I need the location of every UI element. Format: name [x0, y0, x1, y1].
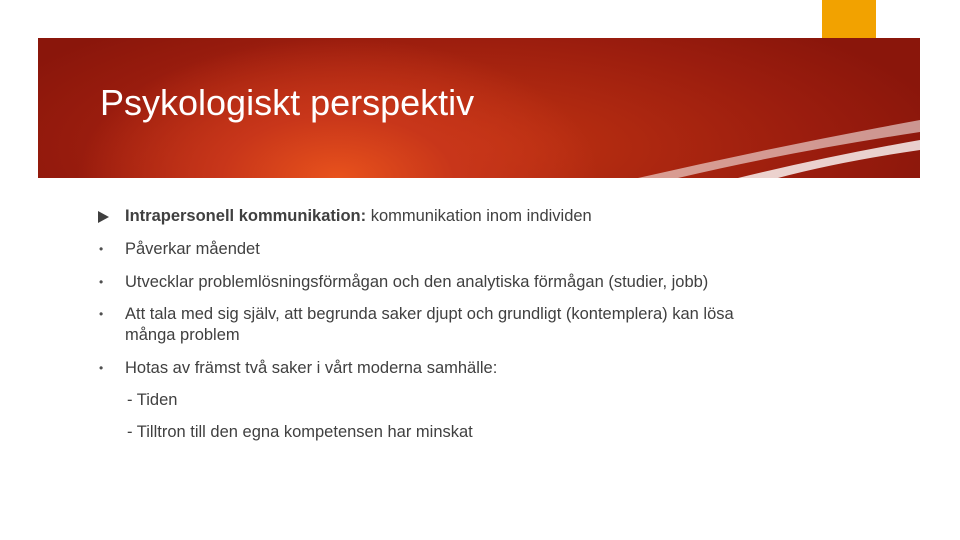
- sub-item-text: - Tilltron till den egna kompetensen har minskat: [127, 423, 473, 441]
- slide-content: [96, 206, 796, 443]
- diamond-bullet-icon: [98, 211, 109, 223]
- list-item: [96, 272, 796, 293]
- bullet-dot-icon: •: [99, 307, 104, 321]
- list-item-text: Utvecklar problemlösningsförmågan och den analytiska förmågan (studier, jobb): [125, 273, 709, 291]
- sub-item: [96, 390, 796, 411]
- lead-bullet: [96, 206, 796, 227]
- bullet-dot-icon: •: [99, 275, 104, 289]
- slide-title: Psykologiskt perspektiv: [100, 82, 475, 123]
- bullet-dot-icon: •: [99, 242, 104, 256]
- lead-bullet-text: kommunikation inom individen: [366, 207, 592, 225]
- lead-bullet-term: Intrapersonell kommunikation:: [125, 207, 367, 225]
- sub-item-text: - Tiden: [127, 391, 178, 409]
- list-item-text: Att tala med sig själv, att begrunda saker djupt och grundligt (kontemplera) kan lösa många problem: [125, 305, 734, 344]
- list-item: [96, 239, 796, 260]
- list-item-text: Påverkar måendet: [125, 240, 260, 258]
- list-item: [96, 304, 765, 346]
- bullet-dot-icon: •: [99, 361, 104, 375]
- list-item-text: Hotas av främst två saker i vårt moderna samhälle:: [125, 359, 498, 377]
- sub-item: [96, 422, 796, 443]
- list-item: [96, 358, 796, 379]
